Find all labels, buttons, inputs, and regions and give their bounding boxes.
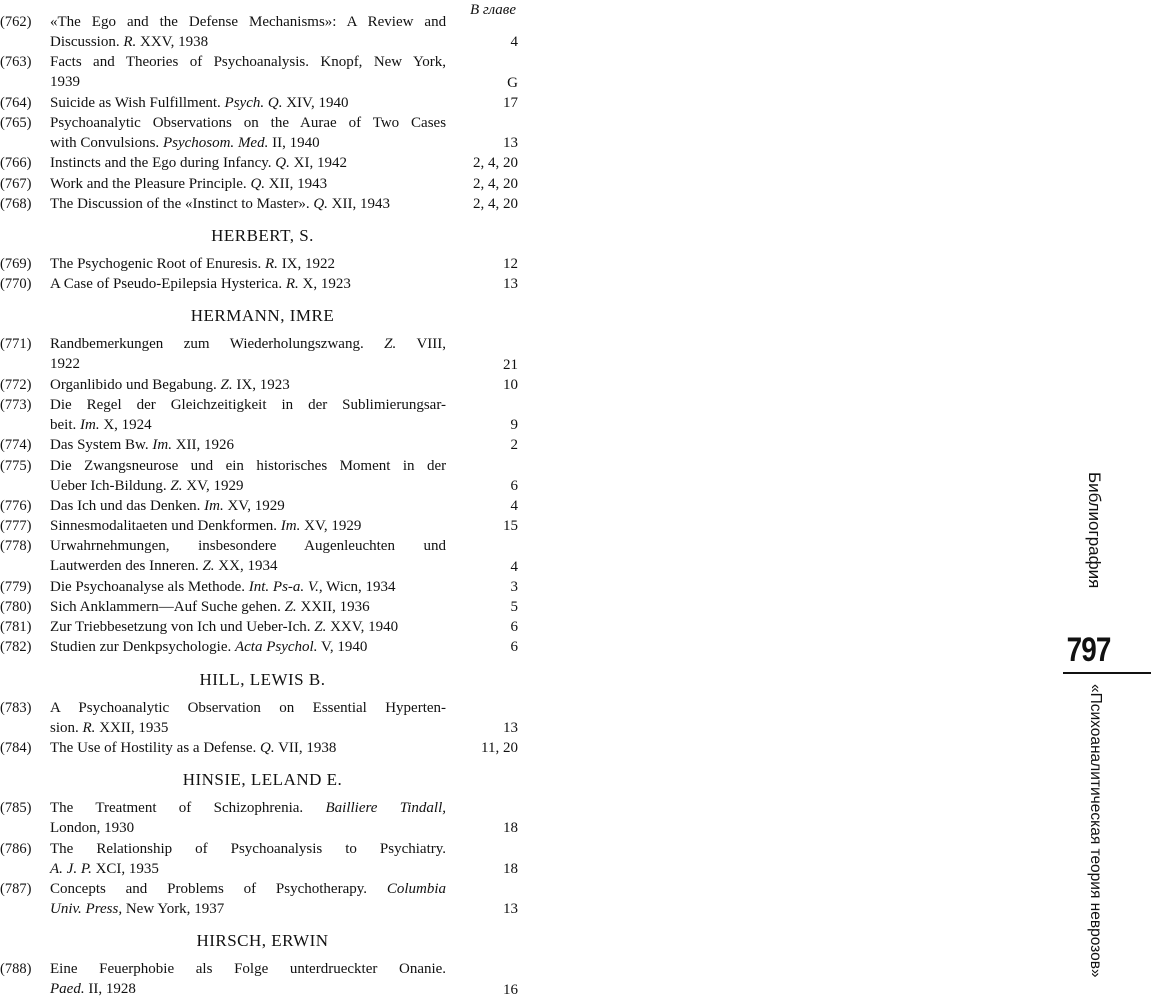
entry-number: (775)	[0, 457, 32, 474]
bibliography-entry	[0, 738, 525, 758]
citation-line: Suicide as Wish Fulfillment. Psych. Q. XIV, 1940	[50, 94, 349, 111]
entry-chapters: 13	[503, 135, 518, 152]
entry-citation	[50, 375, 446, 395]
bibliography-entry	[0, 617, 525, 637]
entry-number: (779)	[0, 578, 32, 595]
section-title: Библиография	[1085, 472, 1104, 589]
entry-chapters: 6	[510, 639, 518, 656]
entry-citation	[50, 698, 446, 738]
entry-chapters: 18	[503, 820, 518, 837]
page-number-rule	[1063, 672, 1151, 674]
entry-chapters: 17	[503, 94, 518, 111]
citation-line: «The Ego and the Defense Mechanisms»: A Review and	[50, 14, 447, 30]
entry-citation	[50, 274, 446, 294]
citation-line: Studien zur Denkpsychologie. Acta Psychol. V, 1940	[50, 639, 368, 656]
entry-citation	[50, 597, 446, 617]
citation-line: Paed. II, 1928	[50, 981, 136, 998]
entry-citation	[50, 254, 446, 274]
entry-chapters: 4	[510, 558, 518, 575]
entry-chapters: 10	[503, 376, 518, 393]
entry-citation	[50, 174, 446, 194]
entry-number: (780)	[0, 599, 32, 615]
bibliography-entry	[0, 93, 525, 113]
entry-number: (770)	[0, 276, 32, 293]
entry-chapters: 5	[510, 599, 518, 615]
entry-number: (786)	[0, 840, 32, 857]
entry-chapters: 4	[510, 34, 518, 51]
entry-number: (769)	[0, 256, 32, 272]
citation-line: The Use of Hostility as a Defense. Q. VII, 1938	[50, 740, 337, 756]
entry-number: (774)	[0, 437, 32, 454]
citation-line: The Discussion of the «Instinct to Master». Q. XII, 1943	[50, 195, 390, 212]
entry-chapters: 11, 20	[481, 740, 518, 756]
entry-number: (783)	[0, 699, 32, 716]
bibliography-entry	[0, 536, 525, 576]
citation-line: Das Ich und das Denken. Im. XV, 1929	[50, 498, 285, 514]
citation-line: Das System Bw. Im. XII, 1926	[50, 437, 235, 454]
entry-number: (785)	[0, 800, 32, 817]
entry-number: (773)	[0, 397, 32, 413]
citation-line: Die Psychoanalyse als Methode. Int. Ps-a. V., Wicn, 1934	[50, 578, 396, 595]
entry-number: (788)	[0, 961, 32, 978]
citation-line: Lautwerden des Inneren. Z. XX, 1934	[50, 558, 278, 575]
citation-line: Facts and Theories of Psychoanalysis. Knopf, New York,	[50, 54, 447, 71]
entry-chapters: 2	[510, 437, 518, 454]
bibliography-entry	[0, 153, 525, 173]
bibliography-entry	[0, 274, 525, 294]
entry-citation	[50, 516, 446, 536]
bibliography-entry	[0, 194, 525, 214]
bibliography-entry	[0, 435, 525, 455]
entry-number: (771)	[0, 336, 32, 353]
entry-chapters: 13	[503, 901, 518, 918]
bibliography-entry	[0, 254, 525, 274]
bibliography-entry	[0, 12, 525, 52]
citation-line: Die Regel der Gleichzeitigkeit in der Sublimierungsar-	[50, 397, 447, 413]
bibliography-entry	[0, 52, 525, 92]
entry-number: (782)	[0, 639, 32, 656]
bibliography-entry	[0, 516, 525, 536]
entry-number: (763)	[0, 54, 32, 71]
entry-citation	[50, 93, 446, 113]
entry-citation	[50, 456, 446, 496]
entry-number: (767)	[0, 175, 32, 192]
citation-line: Psychoanalytic Observations on the Aurae of Two Cases	[50, 115, 447, 131]
entry-number: (787)	[0, 881, 32, 897]
entry-citation	[50, 153, 446, 173]
entry-chapters: 12	[503, 256, 518, 272]
entry-chapters: G	[507, 74, 518, 91]
citation-line: Sinnesmodalitaeten und Denkformen. Im. XV, 1929	[50, 518, 362, 535]
citation-line: Work and the Pleasure Principle. Q. XII, 1943	[50, 175, 328, 192]
author-heading: HERMANN, IMRE	[190, 306, 335, 326]
entry-chapters: 3	[510, 578, 518, 595]
citation-line: Zur Triebbesetzung von Ich und Ueber-Ich. Z. XXV, 1940	[50, 619, 399, 636]
bibliography-entry	[0, 839, 525, 879]
entry-chapters: 6	[510, 477, 518, 494]
bibliography-entry	[0, 334, 525, 374]
entry-chapters: 4	[510, 498, 518, 514]
citation-line: Discussion. R. XXV, 1938	[50, 34, 209, 50]
citation-line: Urwahrnehmungen, insbesondere Augenleuchten und	[50, 538, 446, 555]
citation-line: Sich Anklammern—Auf Suche gehen. Z. XXII, 1936	[50, 599, 370, 615]
chapter-column-header: В главе	[470, 2, 516, 18]
entry-citation	[50, 435, 446, 455]
bibliography-entry	[0, 698, 525, 738]
entry-chapters: 2, 4, 20	[473, 195, 518, 212]
bibliography-entry	[0, 879, 525, 919]
citation-line: A. J. P. XCI, 1935	[50, 860, 159, 877]
citation-line: Instincts and the Ego during Infancy. Q. XI, 1942	[50, 155, 347, 172]
bibliography-entry	[0, 395, 525, 435]
bibliography-entry	[0, 174, 525, 194]
bibliography-entry	[0, 375, 525, 395]
citation-line: The Psychogenic Root of Enuresis. R. IX, 1922	[50, 256, 336, 272]
bibliography-entry	[0, 798, 525, 838]
citation-line: sion. R. XXII, 1935	[50, 719, 169, 736]
entry-number: (762)	[0, 14, 32, 30]
bibliography-entry	[0, 597, 525, 617]
citation-line: A Case of Pseudo-Epilepsia Hysterica. R. X, 1923	[50, 276, 351, 293]
entry-citation	[50, 194, 446, 214]
citation-line: Eine Feuerphobie als Folge unterdrueckter Onanie.	[50, 961, 447, 978]
citation-line: Randbemerkungen zum Wiederholungszwang. Z. VIII,	[50, 336, 447, 353]
author-heading: HINSIE, LELAND E.	[182, 770, 343, 790]
citation-line: London, 1930	[50, 820, 135, 837]
bibliography-entry	[0, 496, 525, 516]
book-title: «Психоаналитическая теория неврозов»	[1087, 684, 1104, 978]
entry-chapters: 2, 4, 20	[473, 155, 518, 172]
entry-number: (778)	[0, 538, 32, 555]
citation-line: Univ. Press, New York, 1937	[50, 901, 225, 917]
entry-number: (772)	[0, 376, 32, 393]
citation-line: Concepts and Problems of Psychotherapy. Columbia	[50, 881, 447, 897]
entry-citation	[50, 637, 446, 657]
entry-citation	[50, 879, 446, 919]
author-heading: HILL, LEWIS B.	[199, 669, 326, 689]
entry-citation	[50, 113, 446, 153]
entry-number: (764)	[0, 94, 32, 111]
citation-line: A Psychoanalytic Observation on Essential Hyperten-	[50, 699, 447, 716]
entry-citation	[50, 738, 446, 758]
entry-number: (768)	[0, 195, 32, 212]
entry-number: (781)	[0, 619, 32, 636]
author-heading: HIRSCH, ERWIN	[196, 931, 329, 951]
entry-chapters: 21	[503, 356, 518, 373]
citation-line: Ueber Ich-Bildung. Z. XV, 1929	[50, 477, 244, 494]
citation-line: with Convulsions. Psychosom. Med. II, 1940	[50, 135, 320, 151]
citation-line: The Relationship of Psychoanalysis to Psychiatry.	[50, 840, 447, 857]
entry-number: (766)	[0, 155, 32, 172]
entry-chapters: 6	[510, 619, 518, 636]
entry-citation	[50, 617, 446, 637]
entry-citation	[50, 12, 446, 52]
citation-line: Die Zwangsneurose und ein historisches Moment in der	[50, 457, 447, 474]
bibliography-entry	[0, 577, 525, 597]
citation-line: beit. Im. X, 1924	[50, 417, 152, 433]
bibliography-entry	[0, 456, 525, 496]
citation-line: Organlibido und Begabung. Z. IX, 1923	[50, 376, 290, 393]
entry-number: (777)	[0, 518, 32, 535]
entry-chapters: 18	[503, 860, 518, 877]
bibliography-entry	[0, 959, 525, 999]
entry-citation	[50, 334, 446, 374]
citation-line: The Treatment of Schizophrenia. Bailliere Tindall,	[50, 800, 447, 817]
entry-chapters: 13	[503, 276, 518, 293]
bibliography-entry	[0, 637, 525, 657]
entry-number: (784)	[0, 740, 32, 756]
entry-citation	[50, 839, 446, 879]
page-sidebar	[530, 0, 1111, 995]
entry-chapters: 9	[510, 417, 518, 434]
entry-chapters: 15	[503, 518, 518, 535]
author-heading: HERBERT, S.	[211, 226, 314, 245]
entry-number: (765)	[0, 115, 32, 131]
entry-chapters: 13	[503, 719, 518, 736]
entry-citation	[50, 959, 446, 999]
entry-citation	[50, 536, 446, 576]
page-number: 797	[1066, 631, 1111, 669]
bibliography-entry	[0, 113, 525, 153]
entry-citation	[50, 52, 446, 92]
entry-citation	[50, 577, 446, 597]
citation-line: 1939	[50, 74, 80, 91]
entry-chapters: 16	[503, 981, 518, 998]
citation-line: 1922	[50, 356, 80, 373]
entry-number: (776)	[0, 498, 32, 514]
entry-citation	[50, 496, 446, 516]
entry-chapters: 2, 4, 20	[473, 175, 518, 192]
entry-citation	[50, 798, 446, 838]
entry-citation	[50, 395, 446, 435]
